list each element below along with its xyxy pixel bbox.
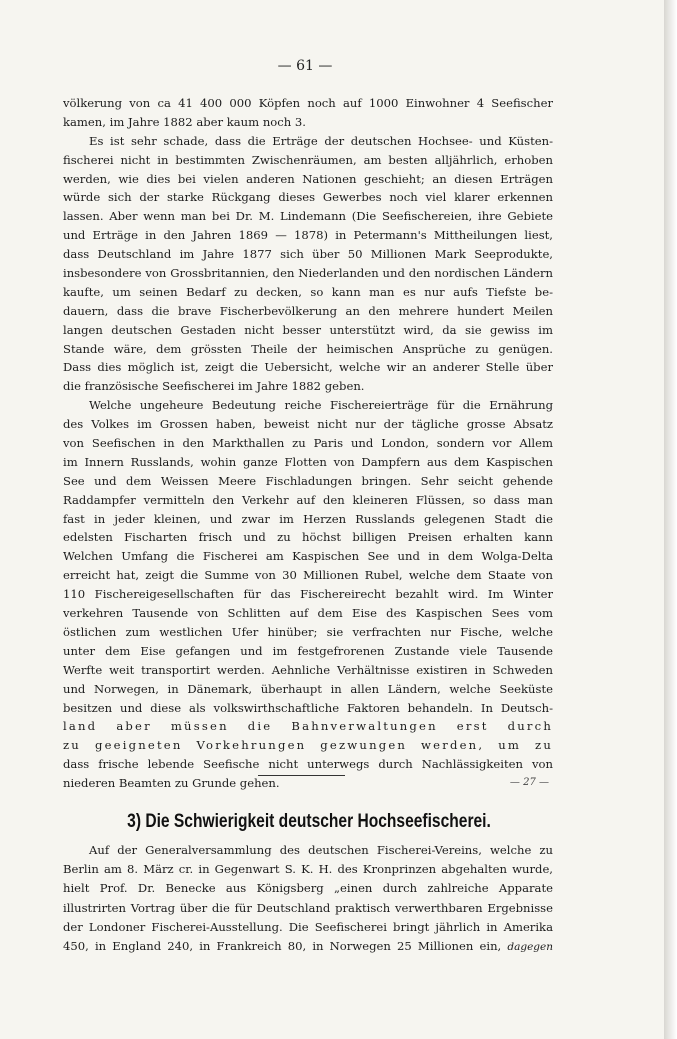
text-line: kamen, im Jahre 1882 aber kaum noch 3. <box>63 114 306 129</box>
text-line: Dass dies möglich ist, zeigt die Uebersicht, welche wir an anderer Stelle über <box>63 360 553 375</box>
page-number: — 61 — <box>277 58 333 74</box>
text-line: dauern, dass die brave Fischerbevölkerung an den mehrere hundert Meilen <box>63 303 553 318</box>
body-text <box>63 94 553 793</box>
text-line: land aber müssen die Bahnverwaltungen erst durch <box>63 719 553 734</box>
text-line: Welchen Umfang die Fischerei am Kaspischen See und in dem Wolga-Delta <box>63 549 553 564</box>
text-line: Berlin am 8. März cr. in Gegenwart S. K. H. des Kronprinzen abgehalten wurde, <box>63 862 553 877</box>
text-line: zu geeigneten Vorkehrungen gezwungen werden, um zu <box>63 738 553 753</box>
text-line: und Norwegen, in Dänemark, überhaupt in allen Ländern, welche Seeküste <box>63 681 553 696</box>
text-line: werden, wie dies bei vielen anderen Nationen geschieht; an diesen Erträgen <box>63 171 553 186</box>
text-line: lassen. Aber wenn man bei Dr. M. Lindemann (Die Seefischereien, ihre Gebiete <box>63 209 553 224</box>
text-line: von Seefischen in den Markthallen zu Paris und London, sondern vor Allem <box>63 436 553 451</box>
text-line: 450, in England 240, in Frankreich 80, in Norwegen 25 Millionen ein, <box>63 938 502 953</box>
text-line: völkerung von ca 41 400 000 Köpfen noch auf 1000 Einwohner 4 Seefischer <box>63 96 553 110</box>
catchword: dagegen <box>507 940 553 953</box>
section-heading: 3) Die Schwierigkeit deutscher Hochseefischerei. <box>127 811 491 832</box>
text-line: edelsten Fischarten frisch und zu höchst billigen Preisen erhalten kann <box>63 530 553 545</box>
text-line: im Innern Russlands, wohin ganze Flotten von Dampfern aus dem Kaspischen <box>63 454 553 469</box>
page-edge-shadow <box>664 0 677 1039</box>
text-line: Raddampfer vermitteln den Verkehr auf den kleineren Flüssen, so dass man <box>63 492 553 507</box>
text-line: langen deutschen Gestaden nicht besser unterstützt wird, da sie gewiss im <box>63 322 553 337</box>
text-line-last <box>63 937 553 956</box>
text-line: See und dem Weissen Meere Fischladungen bringen. Sehr seicht gehende <box>63 473 553 488</box>
text-line: verkehren Tausende von Schlitten auf dem Eise des Kaspischen Sees vom <box>63 606 553 621</box>
text-line: Werfte weit transportirt werden. Aehnliche Verhältnisse existiren in Schweden <box>63 662 553 677</box>
section-text <box>63 841 553 956</box>
text-line: Welche ungeheure Bedeutung reiche Fischereierträge für die Ernährung <box>89 398 553 413</box>
text-line: 110 Fischereigesellschaften für das Fischereirecht bezahlt wird. Im Winter <box>63 587 553 602</box>
text-line: und Erträge in den Jahren 1869 — 1878) in Petermann's Mittheilungen liest, <box>63 228 553 243</box>
text-line: Es ist sehr schade, dass die Erträge der deutschen Hochsee- und Küsten- <box>89 133 553 148</box>
text-line: dass frische lebende Seefische nicht unterwegs durch Nachlässigkeiten von <box>63 757 553 772</box>
text-line: würde sich der starke Rückgang dieses Gewerbes noch viel klarer erkennen <box>63 190 553 205</box>
text-line: fast in jeder kleinen, und zwar im Herzen Russlands gelegenen Stadt die <box>63 511 553 526</box>
text-line: kaufte, um seinen Bedarf zu decken, so kann man es nur aufs Tiefste be- <box>63 284 553 299</box>
text-line: der Londoner Fischerei-Ausstellung. Die Seefischerei bringt jährlich in Amerika <box>63 919 553 934</box>
text-line: niederen Beamten zu Grunde gehen. <box>63 776 280 791</box>
text-line: Auf der Generalversammlung des deutschen Fischerei-Vereins, welche zu <box>89 843 553 857</box>
text-line: östlichen zum westlichen Ufer hinüber; sie verfrachten nur Fische, welche <box>63 624 553 639</box>
text-line: fischerei nicht in bestimmten Zwischenräumen, am besten alljährlich, erhoben <box>63 152 553 167</box>
text-line: die französische Seefischerei im Jahre 1882 geben. <box>63 379 365 394</box>
text-line: unter dem Eise gefangen und im festgefrorenen Zustande viele Tausende <box>63 643 553 658</box>
text-line: des Volkes im Grossen haben, beweist nicht nur der tägliche grosse Absatz <box>63 417 553 432</box>
text-line: dass Deutschland im Jahre 1877 sich über 50 Millionen Mark Seeprodukte, <box>63 247 553 262</box>
marginal-note: — 27 — <box>509 777 549 789</box>
text-line: insbesondere von Grossbritannien, den Niederlanden und den nordischen Ländern <box>63 266 553 281</box>
section-divider <box>258 775 345 776</box>
text-line: illustrirten Vortrag über die für Deutschland praktisch verwerthbaren Ergebnisse <box>63 900 553 915</box>
text-line: hielt Prof. Dr. Benecke aus Königsberg „einen durch zahlreiche Apparate <box>63 881 553 896</box>
text-line: erreicht hat, zeigt die Summe von 30 Millionen Rubel, welche dem Staate von <box>63 568 553 583</box>
text-line: besitzen und diese als volkswirthschaftliche Faktoren behandeln. In Deutsch- <box>63 700 553 715</box>
text-line: Stande wäre, dem grössten Theile der heimischen Ansprüche zu genügen. <box>63 341 553 356</box>
text-line-last <box>63 774 553 793</box>
